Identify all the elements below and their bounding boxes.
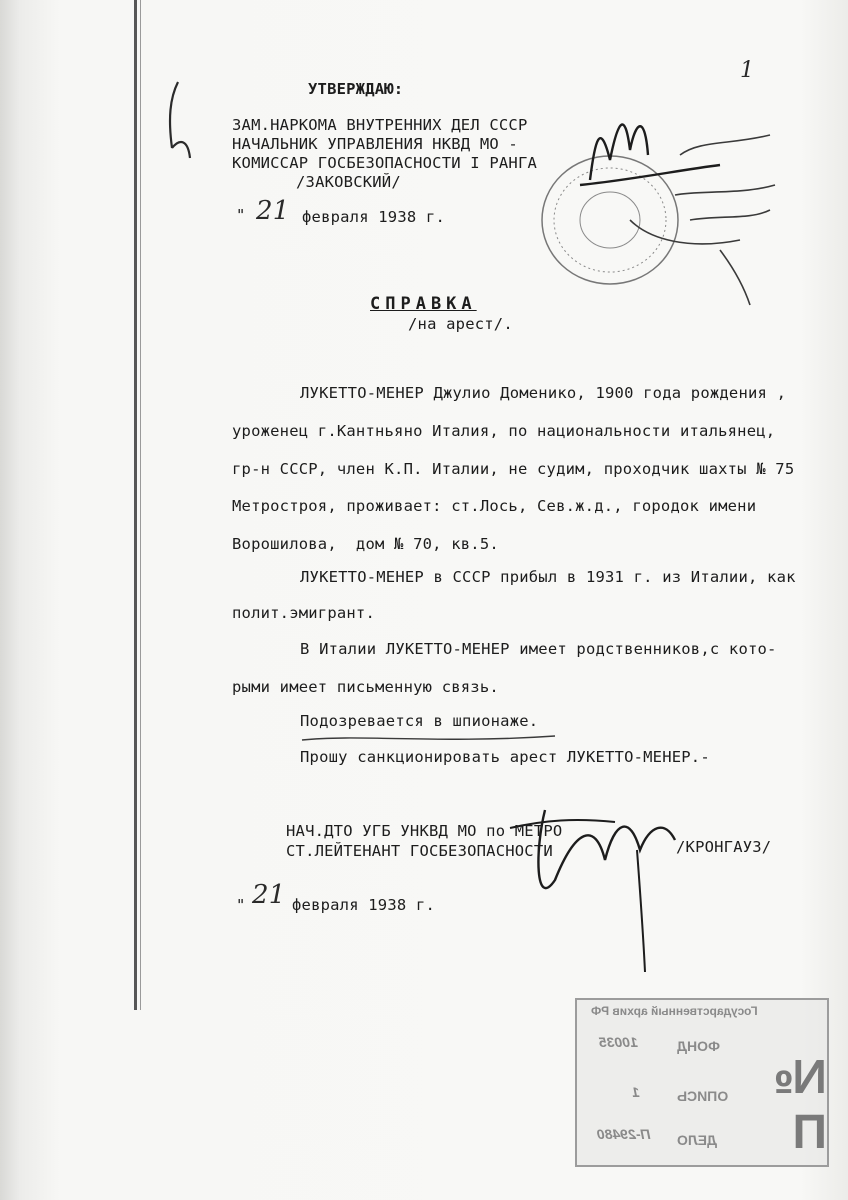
archive-opis-label: ОПИСЬ xyxy=(677,1088,729,1104)
signatory-date-rest: февраля 1938 г. xyxy=(292,896,435,914)
binding-edge xyxy=(134,0,137,1010)
signatory-name: /КРОНГАУЗ/ xyxy=(676,838,772,856)
approval-heading: УТВЕРЖДАЮ: xyxy=(308,80,404,98)
body-p1-line-1: ЛУКЕТТО-МЕНЕР Джулио Доменико, 1900 года рождения , xyxy=(300,384,787,402)
approval-signature xyxy=(570,100,800,310)
archive-delo-value: П-29480 xyxy=(597,1126,651,1142)
approval-line-3: КОМИССАР ГОСБЕЗОПАСНОСТИ I РАНГА xyxy=(232,154,538,172)
body-p2-line-1: ЛУКЕТТО-МЕНЕР в СССР прибыл в 1931 г. из Италии, как xyxy=(300,568,796,586)
handwritten-underline xyxy=(300,732,560,746)
binding-edge-shadow xyxy=(140,0,141,1010)
body-p2-line-2: полит.эмигрант. xyxy=(232,604,375,622)
signatory-line-2: СТ.ЛЕЙТЕНАНТ ГОСБЕЗОПАСНОСТИ xyxy=(286,842,553,860)
body-p1-line-3: гр-н СССР, член К.П. Италии, не судим, проходчик шахты № 75 xyxy=(232,460,795,478)
body-p1-line-5: Ворошилова, дом № 70, кв.5. xyxy=(232,535,499,553)
body-p1-line-2: уроженец г.Кантньяно Италия, по национальности итальянец, xyxy=(232,422,776,440)
margin-handwritten-mark xyxy=(160,78,200,168)
body-p4: Подозревается в шпионаже. xyxy=(300,712,539,730)
archive-org: Государственный архив РФ xyxy=(591,1004,758,1018)
archive-stamp xyxy=(575,998,829,1167)
approval-line-2: НАЧАЛЬНИК УПРАВЛЕНИЯ НКВД МО - xyxy=(232,135,518,153)
signatory-line-1: НАЧ.ДТО УГБ УНКВД МО по МЕТРО xyxy=(286,822,563,840)
signatory-date-day: 21 xyxy=(252,880,286,910)
approval-date-quote: " xyxy=(236,206,246,224)
document-subtitle: /на арест/. xyxy=(408,315,513,333)
document-title: СПРАВКА xyxy=(370,294,477,314)
signatory-date-quote: " xyxy=(236,896,246,914)
page-number: 1 xyxy=(740,58,755,83)
approval-line-4: /ЗАКОВСКИЙ/ xyxy=(296,173,401,191)
archive-delo-label: ДЕЛО xyxy=(677,1132,718,1148)
archive-side-mark: № П xyxy=(773,1051,827,1159)
approval-line-1: ЗАМ.НАРКОМА ВНУТРЕННИХ ДЕЛ СССР xyxy=(232,116,528,134)
archive-fond-value: 10035 xyxy=(599,1034,638,1050)
body-p3-line-1: В Италии ЛУКЕТТО-МЕНЕР имеет родственников,с кото- xyxy=(300,640,777,658)
signatory-signature xyxy=(505,790,685,980)
body-p1-line-4: Метростроя, проживает: ст.Лось, Сев.ж.д., городок имени xyxy=(232,497,757,515)
approval-date-day: 21 xyxy=(256,196,290,226)
archive-opis-value: 1 xyxy=(632,1084,640,1100)
body-p5: Прошу санкционировать арест ЛУКЕТТО-МЕНЕР.- xyxy=(300,748,710,766)
archive-fond-label: ФОНД xyxy=(677,1038,720,1054)
approval-date-rest: февраля 1938 г. xyxy=(302,208,445,226)
body-p3-line-2: рыми имеет письменную связь. xyxy=(232,678,499,696)
